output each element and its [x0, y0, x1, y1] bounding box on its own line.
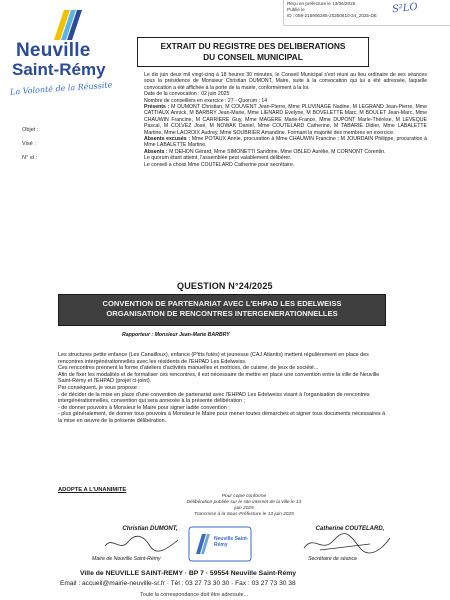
stamp-published: Publié le [287, 7, 305, 12]
excuses-label: Absents excusés : [144, 136, 191, 143]
content-paragraph-4: Par conséquent, je vous propose : [58, 384, 140, 391]
mayor-role: Maire de Neuville Saint-Rémy [92, 556, 161, 562]
document-title-line2: DU CONSEIL MUNICIPAL [203, 52, 303, 62]
subject-banner [58, 294, 386, 326]
convocation-date: Date de la convocation : 02 juin 2025 [144, 91, 230, 98]
rapporteur: Rapporteur : Monsieur Jean-Marie BARBRY [122, 332, 230, 338]
absents-names: M DEHON Gérard, Mme SIMONETTI Sandrine, Mme OBLED Aurélie, M CORNONT Corentin. [169, 148, 386, 155]
footer-contact: Email : accueil@mairie-neuville-sr.fr · Tél : 03 27 73 30 30 · Fax : 03 27 73 30 38 [60, 580, 296, 587]
side-label-num: N° el : [22, 155, 38, 161]
mayor-name: Christian DUMONT, [122, 526, 178, 532]
document-title-line1: EXTRAIT DU REGISTRE DES DELIBERATIONS [160, 41, 346, 51]
question-title: QUESTION N°24/2025 [177, 281, 273, 291]
presents-label: Présents : [144, 104, 170, 111]
content-paragraph-5: - de décider de la mise en place d'une convention de partenariat avec l'EHPAD Les Edelweiss visant à l'organisation de rencontres intergénérationnelles, convention qui sera annexée à la présente délibération ; [58, 391, 370, 405]
logo-mark-icon [50, 4, 84, 42]
content-paragraph-6: - de donner pouvoirs à Monsieur le Maire pour signer ladite convention ; [58, 404, 230, 411]
stamp-signature: S²LO [391, 1, 419, 16]
session-intro [144, 72, 427, 168]
cert-transmitted: Transmise à la Sous-Préfecture le 13 juin 2025 [194, 512, 294, 517]
excuses-list [144, 136, 427, 149]
logo-name-line1: Neuville [16, 40, 91, 61]
certification-block [184, 494, 304, 518]
content-paragraph-1: Les structures petite enfance (Les Canailloux), enfance (P'tits futés) et jeunesse (CAJ Atlantis) mettent régulièrement en place des rencontres intergénérationnelles avec les résidents de l'EHPAD Les Edelweiss. [58, 352, 369, 365]
stamp-id: ID : 059-215906285-20250610-24_2025-DE [287, 13, 377, 18]
content-paragraph-2: Ces rencontres prennent la forme d'ateliers d'activités manuelles et motrices, de cuisine, de jeux de société... [58, 365, 319, 372]
subject-banner-line1: CONVENTION DE PARTENARIAT AVEC L'EHPAD LES EDELWEISS [102, 299, 342, 308]
logo-name-line2: Saint-Rémy [12, 60, 106, 79]
cert-published: Délibération publiée sur le site internet de la ville le 13 juin 2025 [186, 500, 302, 511]
subject-banner-line2: ORGANISATION DE RENCONTRES INTERGENERATIONNELLES [106, 309, 338, 318]
secretary-name: Catherine COUTELARD, [315, 526, 385, 532]
document-title-box [137, 37, 369, 67]
presents-list [144, 104, 427, 136]
secretary-signature-icon [300, 532, 395, 554]
secretary-role: Secrétaire de séance [308, 556, 358, 562]
footer-address: Ville de NEUVILLE SAINT-REMY · BP 7 · 59554 Neuville Saint-Rémy [80, 570, 297, 577]
absents-label: Absents : [144, 148, 168, 155]
excuses-names: Mme POTAUX Annie, procuration à Mme CHAUWIN Francine ; M JOURDAIN Philippe, procuration à Mme LABALETTE Martine. [144, 136, 427, 149]
quorum-text: Le quorum étant atteint, l'assemblée peut valablement délibérer. [144, 155, 292, 162]
presents-names: M DUMONT Christian, M COUVENT Jean-Pierre, Mme PLUVINAGE Nadine, M LEGRAND Jean-Pierre, Mme CATTIAUX Annick, M BARBRY Jean-Marie, Mme LIENARD Evelyne, M BOVELETTE Marc, M BOULET Jean-Marc, Mme CHAUWIN Francine, M CARRIERE Guy, Mme MAGERE Marie-France, Mme DUPONT Marie-Thérèse, M LEVEQUE Pascal, M COLVEZ José, M NOWAK Daniel, Mme COUTELARD Catherine, M TABARIE Didier, Mme LABALETTE Martine, Mme LACROIX Audrey, Mme SOUBRIER Amandine. Formant la majorité des membres en exercice. [144, 104, 428, 136]
secretaire-text: Le conseil a choisi Mme COUTELARD Catherine pour secrétaire. [144, 161, 295, 168]
cert-copy: Pour copie conforme [221, 494, 267, 499]
logo-tagline: La Volonté de la Réussite [9, 80, 113, 97]
content-paragraph-7: - plus généralement, de donner tous pouvoirs à Monsieur le Maire pour mener toutes démarches et signer tous documents nécessaires à la mise en œuvre de la présente délibération. [58, 411, 386, 424]
mayor-signature-icon [100, 532, 190, 554]
side-label-objet: Objet : [22, 127, 39, 133]
conseillers-count: Nombre de conseillers en exercice : 27 - Quorum : 14 [144, 97, 268, 104]
stamp-received: Reçu en préfecture le 13/06/2025 [287, 1, 356, 6]
seal-text: Neuville Saint-Rémy [214, 536, 249, 548]
side-label-vise: Visé : [22, 141, 36, 147]
footer-bottom: Toute la correspondance doit être adressée... [140, 592, 249, 598]
content-paragraph-3: Afin de fixer les modalités et de formaliser ces rencontres, il est nécessaire de mettre en place une convention entre la ville de Neuville Saint-Rémy et l'EHPAD (projet ci-joint). [58, 371, 380, 385]
intro-paragraph: Le dix juin deux mil vingt-cinq à 18 heures 30 minutes, le Conseil Municipal s'est réuni au lieu ordinaire de ses séances sous la présidence de Monsieur Christian DUMONT, Maire, suite à la convocation qui lui a été adressée, laquelle convocation a été affichée à la porte de la mairie, conformément à la loi. [144, 72, 427, 91]
adoption-result: ADOPTE A L'UNANIMITE [58, 487, 127, 493]
deliberation-body [58, 352, 386, 425]
prefecture-stamp [283, 0, 450, 26]
